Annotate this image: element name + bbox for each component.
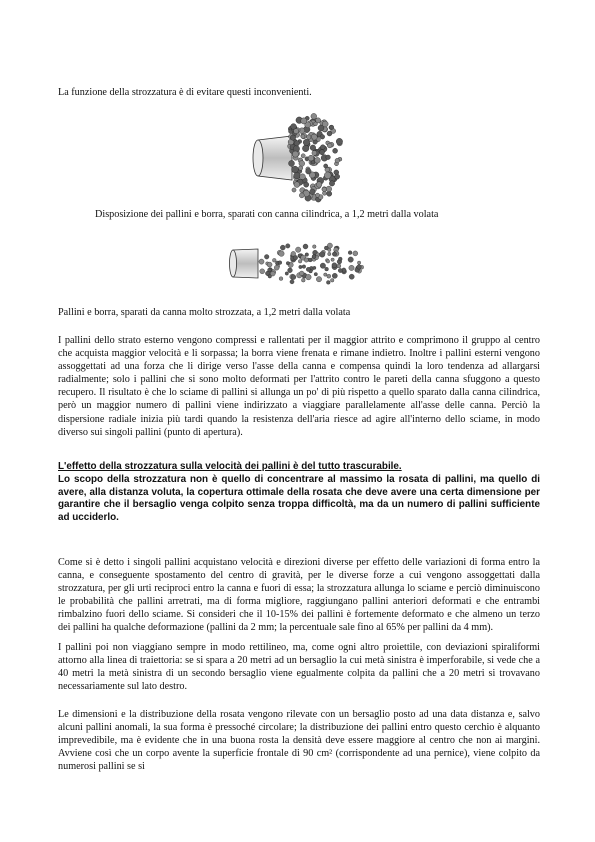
paragraph-pattern-distribution: Le dimensioni e la distribuzione della rosata vengono rilevate con un bersaglio posto ad una data distanza e, salvo alcuni pallini anomali, la sua forma è pressoché circolare; la distribuzione dei pallini entro questo cerchio è alquanto imprevedibile, ma è evidente che in una buona rosta la densità deve essere maggiore al centro che non ai margini. Avviene così che un corpo avente la superficie frontale di 90 cm² (corrispondente ad una pernice), viene colpito da numerosi pallini se si xyxy=(58,709,540,773)
figure-cylinder-barrel-illustration xyxy=(252,110,347,205)
paragraph-shot-compression: I pallini dello strato esterno vengono compressi e rallentati per il maggior attrito e comprimono il gruppo al centro che acquista maggior velocità e li sorpassa; la borra viene frenata e rimane indietro. Inoltre i pallini esterni vengono assoggettati ad una forza che li dirige verso l'asse della canna e compensa quindi la loro tendenza ad allargarsi radialmente; solo i pallini che si sono molto deformati per l'attrito contro le pareti della canna sfuggono a questo recupero. Il risultato è che lo sciame di pallini si allunga un po' di più rispetto a quello sparato dalla canna cilindrica, però un maggior numero di pallini viene indirizzato a viaggiare parallelamente all'asse delle canna. Perciò la dispersione radiale inizia più tardi quando la resistenza dell'aria riesce ad agire all'interno dello sciame, in modo diverso sui singoli pallini (punto di apertura). xyxy=(58,335,540,438)
paragraph-spiral-deviation: I pallini poi non viaggiano sempre in modo rettilineo, ma, come ogni altro proiettile, con deviazioni spiraliformi attorno alla linea di traiettoria: se si spara a 20 metri ad un bersaglio la cui metà sinistra è imperforabile, si vede che a 40 metri la metà sinistra di un secondo bersaglio viene egualmente colpita da pallini che a 20 metri si trovavano necessariamente sul lato destro. xyxy=(58,642,540,693)
figure2-caption: Pallini e borra, sparati da canna molto strozzata, a 1,2 metri dalla volata xyxy=(58,307,351,318)
figure-choked-barrel-illustration xyxy=(228,240,368,288)
emphasis-velocity-note: L'effetto della strozzatura sulla velocità dei pallini è del tutto trascurabile. xyxy=(58,461,402,472)
figure1-caption: Disposizione dei pallini e borra, sparati con canna cilindrica, a 1,2 metri dalla volata xyxy=(95,209,439,220)
emphasis-choke-purpose: Lo scopo della strozzatura non è quello di concentrare al massimo la rosata di pallini, ma quello di avere, alla distanza voluta, la copertura ottimale della rosata che deve avere una certa dimensione per garantire che il bersaglio venga colpito senza troppa difficoltà, ma da un numero di pallini sufficiente ad ucciderlo. xyxy=(58,474,540,523)
paragraph-shot-deformation: Come si è detto i singoli pallini acquistano velocità e direzioni diverse per effetto delle variazioni di forma entro la canna, e conseguente spostamento del centro di gravità, per le diverse forze a cui vengono assoggettati dalla strozzatura, per gli urti reciproci entro la canna e fuori di essa; la strozzatura allunga lo sciame e perciò diminuiscono le probabilità che pallini arretrati, ma di forma migliore, raggiungano pallini anteriori deformati e che entrambi rimbalzino fuori dello sciame. Si consideri che il 10-15% dei pallini è fortemente deformato e che almeno un terzo dei pallini ha qualche deformazione (pallini da 2 mm; la percentuale sale fino al 65% per pallini da 4 mm). xyxy=(58,557,540,634)
intro-line: La funzione della strozzatura è di evitare questi inconvenienti. xyxy=(58,87,312,98)
